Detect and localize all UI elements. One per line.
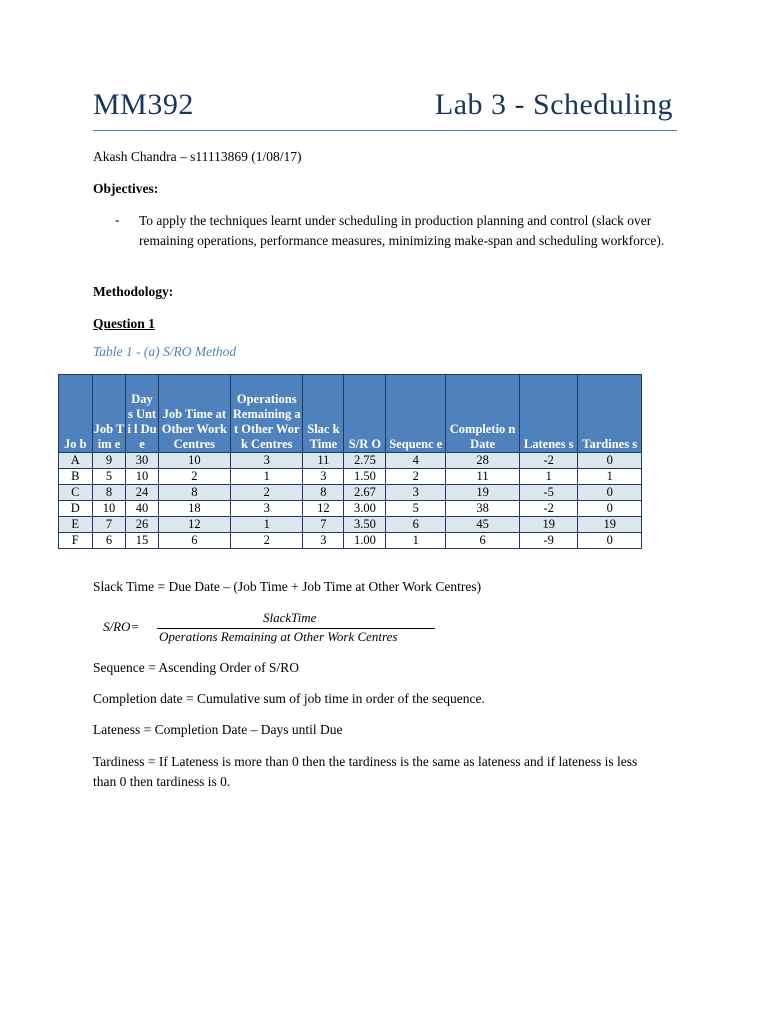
- col-header: Sequenc e: [386, 375, 446, 453]
- completion-text: Completion date = Cumulative sum of job time in order of the sequence.: [93, 691, 485, 706]
- col-header: Tardines s: [578, 375, 642, 453]
- table-row: [59, 469, 642, 485]
- table-cell: 1: [578, 469, 642, 485]
- col-header: Slac k Time: [303, 375, 344, 453]
- table-cell: 3.50: [344, 517, 386, 533]
- formula-denominator: Operations Remaining at Other Work Centres: [159, 629, 398, 644]
- table-cell: F: [59, 533, 93, 549]
- methodology-heading: Methodology:: [93, 284, 174, 299]
- table-cell: 11: [303, 453, 344, 469]
- col-header: Job Time at Other Work Centres: [158, 375, 230, 453]
- table-cell: 2: [158, 469, 230, 485]
- tardiness-text: Tardiness = If Lateness is more than 0 then the tardiness is the same as lateness and if lateness is less than 0 then tardiness is 0.: [93, 754, 638, 789]
- table-cell: 8: [92, 485, 126, 501]
- table-cell: 2.67: [344, 485, 386, 501]
- table-cell: A: [59, 453, 93, 469]
- table-cell: 6: [386, 517, 446, 533]
- table-cell: 28: [446, 453, 520, 469]
- table-cell: 10: [92, 501, 126, 517]
- table-cell: 30: [126, 453, 158, 469]
- table-caption: Table 1 - (a) S/RO Method: [93, 344, 237, 359]
- slack-formula: Slack Time = Due Date – (Job Time + Job Time at Other Work Centres): [93, 579, 482, 594]
- table-cell: 6: [446, 533, 520, 549]
- table-row: [59, 485, 642, 501]
- col-header: S/R O: [344, 375, 386, 453]
- table-cell: 1.00: [344, 533, 386, 549]
- table-cell: 18: [158, 501, 230, 517]
- table-cell: 6: [92, 533, 126, 549]
- table-cell: 0: [578, 453, 642, 469]
- sro-formula: [103, 610, 443, 650]
- table-cell: 10: [158, 453, 230, 469]
- table-cell: B: [59, 469, 93, 485]
- table-cell: 8: [303, 485, 344, 501]
- table-cell: 3: [231, 453, 303, 469]
- objectives-heading: Objectives:: [93, 181, 159, 196]
- table-cell: 1: [231, 469, 303, 485]
- table-cell: 26: [126, 517, 158, 533]
- bullet-dash: -: [115, 212, 120, 227]
- table-cell: 3: [303, 469, 344, 485]
- table-cell: 1: [520, 469, 578, 485]
- table-cell: E: [59, 517, 93, 533]
- table-row: [59, 533, 642, 549]
- table-cell: 2: [386, 469, 446, 485]
- table-cell: 5: [386, 501, 446, 517]
- table-cell: 24: [126, 485, 158, 501]
- table-cell: -2: [520, 501, 578, 517]
- document-header: [93, 86, 677, 131]
- col-header: Completio n Date: [446, 375, 520, 453]
- table-cell: 12: [303, 501, 344, 517]
- table-cell: 9: [92, 453, 126, 469]
- table-cell: 2.75: [344, 453, 386, 469]
- table-cell: 1.50: [344, 469, 386, 485]
- table-cell: 19: [446, 485, 520, 501]
- table-cell: 4: [386, 453, 446, 469]
- col-header: Jo b: [59, 375, 93, 453]
- table-cell: 19: [578, 517, 642, 533]
- table-cell: D: [59, 501, 93, 517]
- table-cell: 40: [126, 501, 158, 517]
- col-header: Day s Unti l Due: [126, 375, 158, 453]
- formula-lhs: S/RO=: [103, 619, 140, 634]
- table-cell: 2: [231, 533, 303, 549]
- table-cell: 3: [231, 501, 303, 517]
- table-cell: 2: [231, 485, 303, 501]
- table-cell: 0: [578, 501, 642, 517]
- table-cell: C: [59, 485, 93, 501]
- col-header: Operations Remaining at Other Work Centres: [231, 375, 303, 453]
- table-cell: -9: [520, 533, 578, 549]
- lab-title: Lab 3 - Scheduling: [434, 88, 673, 121]
- table-cell: 0: [578, 533, 642, 549]
- table-row: [59, 501, 642, 517]
- table-cell: 1: [231, 517, 303, 533]
- table-cell: 15: [126, 533, 158, 549]
- table-cell: 19: [520, 517, 578, 533]
- col-header: Latenes s: [520, 375, 578, 453]
- table-cell: 0: [578, 485, 642, 501]
- table-cell: -5: [520, 485, 578, 501]
- table-cell: 7: [303, 517, 344, 533]
- table-cell: -2: [520, 453, 578, 469]
- objective-bullet: To apply the techniques learnt under scheduling in production planning and control (slack over remaining operations, performance measures, minimizing make-span and scheduling workforce).: [139, 213, 665, 248]
- table-cell: 1: [386, 533, 446, 549]
- table-cell: 3: [303, 533, 344, 549]
- sequence-text: Sequence = Ascending Order of S/RO: [93, 660, 299, 675]
- formula-numerator: SlackTime: [263, 610, 317, 625]
- table-cell: 10: [126, 469, 158, 485]
- table-cell: 7: [92, 517, 126, 533]
- table-row: [59, 517, 642, 533]
- table-cell: 12: [158, 517, 230, 533]
- table-cell: 3.00: [344, 501, 386, 517]
- course-code: MM392: [93, 88, 194, 121]
- table-cell: 8: [158, 485, 230, 501]
- col-header: Job Tim e: [92, 375, 126, 453]
- table-cell: 11: [446, 469, 520, 485]
- table-cell: 3: [386, 485, 446, 501]
- sro-table: [58, 374, 642, 549]
- table-cell: 45: [446, 517, 520, 533]
- lateness-text: Lateness = Completion Date – Days until Due: [93, 722, 343, 737]
- author-line: Akash Chandra – s11113869 (1/08/17): [93, 149, 302, 164]
- table-cell: 38: [446, 501, 520, 517]
- question-heading: Question 1: [93, 316, 155, 331]
- table-cell: 6: [158, 533, 230, 549]
- table-cell: 5: [92, 469, 126, 485]
- table-header-row: [59, 375, 642, 453]
- table-row: [59, 453, 642, 469]
